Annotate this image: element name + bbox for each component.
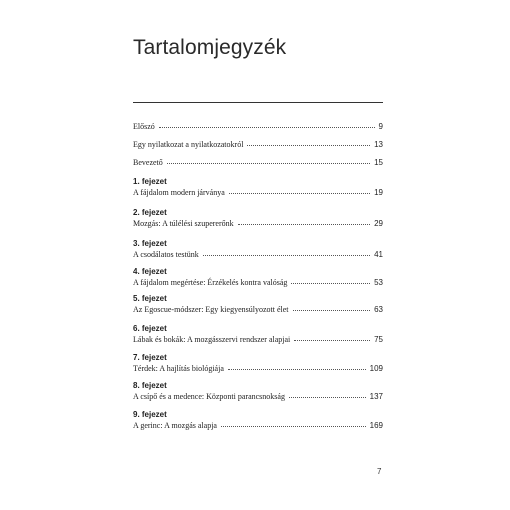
dot-leader: [221, 420, 366, 427]
toc-entry-chapter-5[interactable]: [133, 294, 383, 315]
toc-entry-chapter-8[interactable]: [133, 381, 383, 402]
toc-entry-page: 13: [374, 140, 383, 149]
dot-leader: [229, 187, 370, 194]
toc-entry-title: Lábak és bokák: A mozgásszervi rendszer alapjai: [133, 335, 291, 344]
toc-entry-chapter-3[interactable]: [133, 239, 383, 260]
toc-entry-title: A csípő és a medence: Központi parancsnokság: [133, 392, 285, 401]
toc-entry-page: 15: [374, 158, 383, 167]
toc-entry-title: A csodálatos testünk: [133, 250, 199, 259]
chapter-label: 9. fejezet: [133, 410, 167, 419]
toc-entry[interactable]: [133, 121, 383, 132]
toc-entry-title: A gerinc: A mozgás alapja: [133, 421, 217, 430]
chapter-label: 1. fejezet: [133, 177, 167, 186]
toc-entry-title: Előszó: [133, 122, 155, 131]
dot-leader: [203, 249, 370, 256]
toc-entry-page: 169: [369, 421, 383, 430]
chapter-label: 4. fejezet: [133, 267, 167, 276]
toc-entry-title: Az Egoscue-módszer: Egy kiegyensúlyozott élet: [133, 305, 289, 314]
toc-entry[interactable]: [133, 157, 383, 168]
title-divider: [133, 102, 383, 103]
dot-leader: [167, 157, 370, 164]
toc-entry-title: Térdek: A hajlítás biológiája: [133, 364, 224, 373]
dot-leader: [294, 334, 370, 341]
dot-leader: [238, 218, 370, 225]
toc-entry[interactable]: [133, 139, 383, 150]
dot-leader: [228, 363, 366, 370]
chapter-label: 8. fejezet: [133, 381, 167, 390]
chapter-label: 6. fejezet: [133, 324, 167, 333]
toc-entry-chapter-1[interactable]: [133, 177, 383, 198]
dot-leader: [291, 277, 370, 284]
page-title: Tartalomjegyzék: [133, 36, 287, 59]
dot-leader: [289, 391, 366, 398]
dot-leader: [159, 121, 375, 128]
chapter-label: 3. fejezet: [133, 239, 167, 248]
toc-entry-title: A fájdalom megértése: Érzékelés kontra valóság: [133, 278, 288, 287]
toc-entry-chapter-7[interactable]: [133, 353, 383, 374]
toc-entry-title: Egy nyilatkozat a nyilatkozatokról: [133, 140, 244, 149]
toc-entry-page: 29: [374, 219, 383, 228]
chapter-label: 7. fejezet: [133, 353, 167, 362]
toc-entry-page: 19: [374, 188, 383, 197]
toc-entry-chapter-2[interactable]: [133, 208, 383, 229]
toc-entry-title: A fájdalom modern járványa: [133, 188, 225, 197]
toc-entry-chapter-9[interactable]: [133, 410, 383, 431]
toc-entry-title: Mozgás: A túlélési szupererőnk: [133, 219, 234, 228]
chapter-label: 5. fejezet: [133, 294, 167, 303]
toc-entry-page: 41: [374, 250, 383, 259]
toc-entry-chapter-6[interactable]: [133, 324, 383, 345]
toc-entry-title: Bevezető: [133, 158, 163, 167]
dot-leader: [247, 139, 370, 146]
dot-leader: [293, 304, 371, 311]
toc-entry-page: 63: [374, 305, 383, 314]
chapter-label: 2. fejezet: [133, 208, 167, 217]
toc-entry-page: 53: [374, 278, 383, 287]
toc-entry-page: 109: [369, 364, 383, 373]
toc-entry-page: 137: [369, 392, 383, 401]
toc-entry-page: 75: [374, 335, 383, 344]
toc-entry-page: 9: [378, 122, 383, 131]
page-number: 7: [377, 467, 382, 476]
toc-entry-chapter-4[interactable]: [133, 267, 383, 288]
